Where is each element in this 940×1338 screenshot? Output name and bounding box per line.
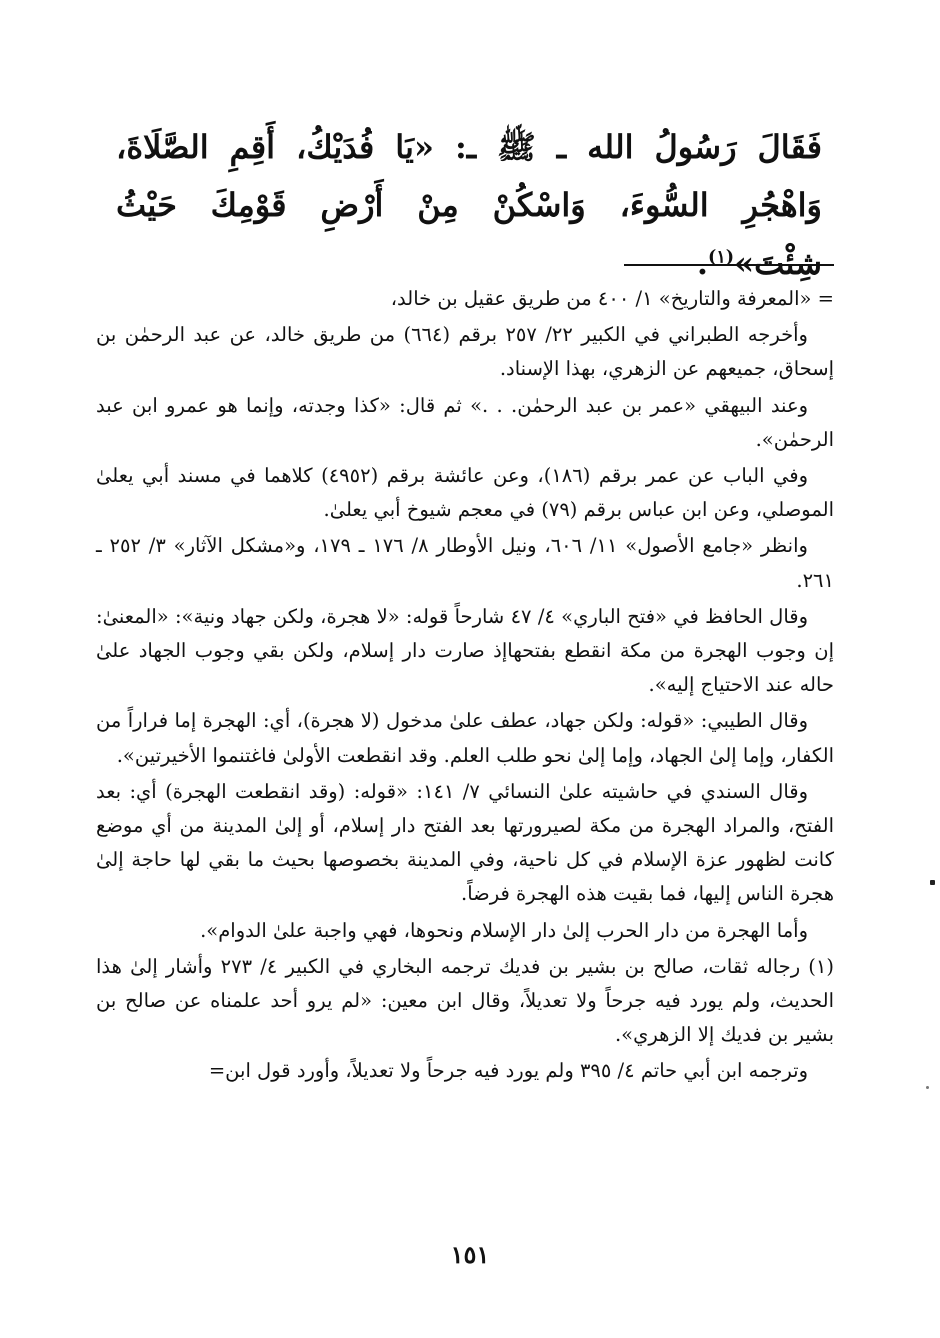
hadith-end-mark: .: [696, 244, 708, 282]
footnote-reference: (١): [708, 246, 735, 268]
footnote-paragraph-references: وانظر «جامع الأصول» ١١/ ٦٠٦، ونيل الأوطار ٨/ ١٧٦ ـ ١٧٩، و«مشكل الآثار» ٣/ ٢٥٢ ـ ٢٦١.: [96, 534, 834, 592]
footnotes-block: [96, 282, 834, 1091]
footnote-paragraph-dar-al-harb: وأما الهجرة من دار الحرب إلىٰ دار الإسلام ونحوها، فهي واجبة علىٰ الدوام».: [200, 918, 808, 942]
footnote-paragraph-ibn-abi-hatim: وترجمه ابن أبي حاتم ٤/ ٣٩٥ ولم يورد فيه جرحاً ولا تعديلاً، وأورد قول ابن=: [208, 1059, 808, 1083]
footnote-1: (١) رجاله ثقات، صالح بن بشير بن فديك ترجمه البخاري في الكبير ٤/ ٢٧٣ وأشار إلىٰ هذا الحديث، ولم يورد فيه جرحاً ولا تعديلاً، وقال ابن معين: «لم يرو أحد علمناه عن صالح بن بشير بن فديك إلا الزهري».: [96, 954, 834, 1047]
footnote-paragraph-sindi: وقال السندي في حاشيته علىٰ النسائي ٧/ ١٤١: «قوله: (وقد انقطعت الهجرة) أي: بعد الفتح، والمراد الهجرة من مكة لصيرورتها بعد الفتح دار إسلام، أو إلىٰ المدينة من أي موضع كانت لظهور عزة الإسلام في كل ناحية، وفي المدينة بخصوصها بحيث ما بقي لها حاجة إلىٰ هجرة الناس إليها، فما بقيت هذه الهجرة فرضاً.: [96, 779, 834, 906]
footnote-paragraph-hafiz: وقال الحافظ في «فتح الباري» ٤/ ٤٧ شارحاً قوله: «لا هجرة، ولكن جهاد ونية»: «المعنىٰ: إن وجوب الهجرة من مكة انقطع بفتحهاإذ صارت دار إسلام، ولكن بقي وجوب الجهاد علىٰ حاله عند الاحتياج إليه».: [96, 604, 834, 697]
hadith-quote: فَقَالَ رَسُولُ الله ـ ﷺ ـ: «يَا فُدَيْكُ، أَقِمِ الصَّلَاةَ، وَاهْجُرِ السُّوءَ، وَاسْكُنْ مِنْ أَرْضِ قَوْمِكَ حَيْثُ شِئْتَ»: [116, 128, 822, 282]
page-number: ١٥١: [450, 1240, 490, 1269]
footnote-paragraph-tabarani: وأخرجه الطبراني في الكبير ٢٢/ ٢٥٧ برقم (٦٦٤) من طريق خالد، عن عبد الرحمٰن بن إسحاق، جميعهم عن الزهري، بهذا الإسناد.: [96, 323, 834, 381]
footnote-paragraph-bayhaqi: وعند البيهقي «عمر بن عبد الرحمٰن. . .» ثم قال: «كذا وجدته، وإنما هو عمرو ابن عبد الرحمٰن».: [96, 393, 834, 451]
footnote-paragraph-tibi: وقال الطيبي: «قوله: ولكن جهاد، عطف علىٰ مدخول (لا هجرة)، أي: الهجرة إما فراراً من الكفار، وإما إلىٰ الجهاد، وإما إلىٰ نحو طلب العلم. وقد انقطعت الأولىٰ فاغتنموا الأخيرتين».: [96, 709, 834, 767]
scan-margin-mark: [930, 880, 935, 885]
footnote-separator: [624, 264, 834, 266]
footnote-paragraph-bab: وفي الباب عن عمر برقم (١٨٦)، وعن عائشة برقم (٤٩٥٢) كلاهما في مسند أبي يعلىٰ الموصلي، وعن ابن عباس برقم (٧٩) في معجم شيوخ أبي يعلىٰ.: [96, 464, 834, 522]
scan-margin-speck: [926, 1086, 929, 1089]
footnote-continuation: = «المعرفة والتاريخ» ١/ ٤٠٠ من طريق عقيل بن خالد،: [390, 287, 834, 310]
